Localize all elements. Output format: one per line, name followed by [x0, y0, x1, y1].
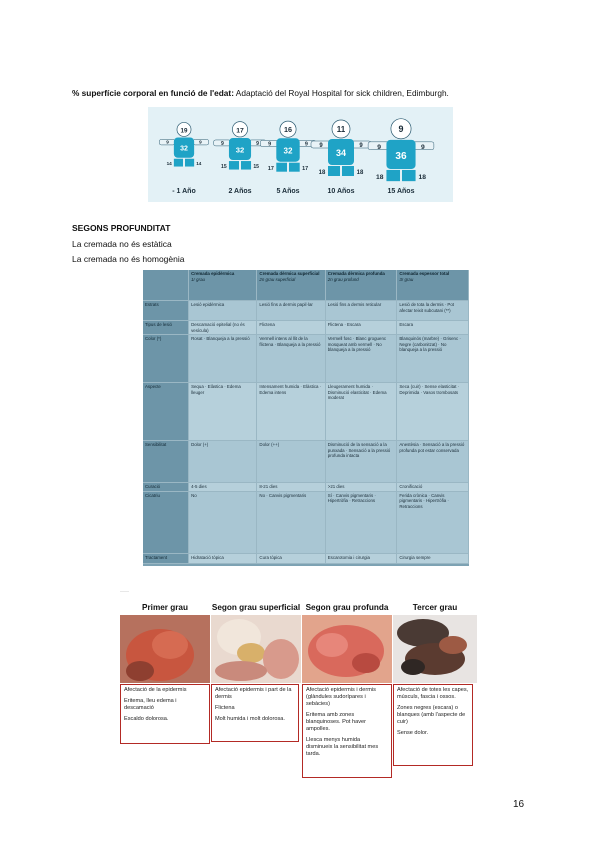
card-2-line-3: Molt humida i molt dolorosa.: [215, 716, 285, 722]
table-cell: Lleugerament humida · Disminució elasticitat · Edema moderat: [325, 383, 397, 441]
header-sub: 1r grau: [191, 276, 205, 282]
arm-right-percent: 9: [421, 143, 425, 151]
table-cell: Sí · Canvis pigmentaris · Hipertròfia · Retraccions: [325, 491, 397, 553]
table-cell: Lesió fins a dermis reticular: [325, 301, 397, 321]
table-row: [143, 491, 469, 553]
first-degree-burn-image: [120, 615, 210, 683]
table-row: [143, 483, 469, 492]
figure-leg-left: [174, 159, 183, 167]
table-cell: Escarotomia i cirurgia: [325, 553, 397, 563]
body-surface-figure: [148, 107, 453, 202]
age-label: 10 Años: [327, 188, 355, 195]
table-row: [143, 335, 469, 383]
leg-left-percent: 18: [375, 173, 384, 181]
card-4-line-2: Zones negres (escara) o blanques (amb l'aspecte de cuir): [397, 705, 466, 725]
section-title: SEGONS PROFUNDITAT: [72, 223, 171, 233]
age-label: 5 Años: [276, 188, 300, 195]
row-label: Cicatriu: [143, 491, 189, 553]
table-cell: No · Canvis pigmentaris: [257, 491, 325, 553]
row-label: Sensibilitat: [143, 441, 189, 483]
table-cell: Cura tòpica: [257, 553, 325, 563]
arm-right-percent: 9: [359, 143, 363, 149]
table-cell: Flictena: [257, 321, 325, 335]
table-cell: Disminució de la sensació a la punxada · Sensació a la pressió profunda intacta: [325, 441, 397, 483]
small-caption: ———: [120, 589, 129, 593]
caption-rest: Adaptació del Royal Hospital for sick children, Edimburgh.: [233, 88, 449, 98]
table-cell: Dolor (++): [257, 441, 325, 483]
age-label: 15 Años: [387, 188, 415, 195]
table-cell: Dolor (+): [189, 441, 257, 483]
row-label: Tractament: [143, 553, 189, 563]
leg-right-percent: 18: [418, 173, 427, 181]
table-header-row: [143, 270, 469, 301]
table-cell: 8-21 dies: [257, 483, 325, 492]
figure-leg-left: [276, 163, 287, 172]
arm-left-percent: 9: [319, 143, 323, 149]
header-sub: 2n grau superficial: [259, 276, 296, 282]
figure-leg-left: [386, 170, 400, 181]
leg-right-percent: 18: [356, 170, 364, 176]
table-cell: Cronificació: [397, 483, 469, 492]
table-cell: Intensament humida · Elàstica · Edema intens: [257, 383, 325, 441]
arm-right-percent: 9: [304, 141, 308, 148]
head-percent: 11: [336, 125, 346, 134]
row-label: Color (*): [143, 335, 189, 383]
table-cell: No: [189, 491, 257, 553]
header-main: Cremada epidèrmica: [191, 271, 235, 276]
table-cell: Lesió epidèrmica: [189, 301, 257, 321]
card-box-3: [302, 684, 392, 778]
table-row: [143, 383, 469, 441]
card-1-line-3: Escaldo dolorosa.: [124, 716, 169, 722]
second-degree-superficial-image: [211, 615, 301, 683]
arm-left-percent: 9: [377, 143, 381, 151]
trunk-percent: 36: [395, 150, 407, 162]
card-title-2: Segon grau superficial: [211, 603, 301, 612]
card-1-line-2: Eritema, lleu edema i descamació: [124, 698, 177, 711]
table-row: [143, 441, 469, 483]
table-header-cell: [189, 270, 257, 301]
header-sub: 2n grau profund: [327, 276, 359, 282]
table-cell: Sequa · Elàstica · Edema lleuger: [189, 383, 257, 441]
card-3-line-3: Llesca menys humida disminueix la sensibilitat mes tarda.: [306, 737, 379, 757]
table-body: [143, 301, 469, 564]
figure-leg-left: [229, 161, 239, 170]
table-cell: Escara: [397, 321, 469, 335]
card-box-4: [393, 684, 473, 766]
arm-left-percent: 9: [268, 141, 272, 148]
card-3-line-1: Afectació epidermis i dermis (glàndules sudorípares i sebàcies): [306, 687, 376, 707]
leg-right-percent: 15: [253, 163, 259, 170]
age-label: 2 Años: [228, 188, 252, 195]
card-4-line-1: Afectació de totes les capes, músculs, fascia i ossos.: [397, 687, 469, 700]
arm-right-percent: 9: [256, 140, 260, 147]
table-header-cell: [325, 270, 397, 301]
row-label: Estrats: [143, 301, 189, 321]
card-box-2: [211, 684, 299, 742]
figure-leg-right: [289, 163, 300, 172]
table-cell: Vermell fosc · Blanc groguenc mosqueat amb vermell · No blanqueja a la pressió: [325, 335, 397, 383]
card-title-1: Primer grau: [142, 603, 188, 612]
trunk-percent: 32: [180, 145, 188, 153]
table-header-cell: [397, 270, 469, 301]
caption-bold: % superfície corporal en funció de l'edat:: [72, 88, 234, 98]
leg-right-percent: 14: [196, 160, 202, 166]
card-1-line-1: Afectació de la epidermis: [124, 687, 187, 693]
head-percent: 17: [236, 127, 244, 135]
table-row: [143, 301, 469, 321]
table-cell: Cirurgia sempre: [397, 553, 469, 563]
row-label: Curació: [143, 483, 189, 492]
card-2-line-2: Flictena: [215, 705, 235, 711]
figure-leg-right: [185, 159, 194, 167]
table-cell: Ferida crònica · Canvis pigmentaris · Hipertròfia · Retraccions: [397, 491, 469, 553]
table-row: [143, 553, 469, 563]
row-label: Aspecte: [143, 383, 189, 441]
leg-left-percent: 15: [221, 163, 227, 170]
table-cell: Flictena · Escara: [325, 321, 397, 335]
section-line-2: La cremada no és homogènia: [72, 254, 185, 264]
figure-caption: [72, 88, 449, 98]
leg-left-percent: 14: [166, 160, 172, 166]
arm-right-percent: 9: [199, 139, 202, 145]
table-cell: Seca (cuir) · Sense elasticitat · Deprimida · Vasos trombosats: [397, 383, 469, 441]
table-cell: Anestèsia · Sensació a la pressió profunda pot estar conservada: [397, 441, 469, 483]
table-cell: Descamació epitelial (no és vesícula): [189, 321, 257, 335]
trunk-percent: 32: [283, 146, 293, 156]
card-title-3: Segon grau profunda: [305, 603, 389, 612]
figure-leg-left: [328, 166, 340, 176]
figure-leg-right: [241, 161, 251, 170]
table-cell: Lesió de tota la dermis · Pot afectar teixit subcutani (**): [397, 301, 469, 321]
section-line-1: La cremada no és estàtica: [72, 239, 172, 249]
table-cell: Blanquinós (marbre) · Grisenc · Negre (carbonitzat) · No blanqueja a la pressió: [397, 335, 469, 383]
head-percent: 9: [398, 123, 404, 134]
table-cell: 4-5 dies: [189, 483, 257, 492]
head-percent: 16: [284, 125, 292, 135]
head-percent: 19: [180, 127, 188, 135]
table-cell: Vermell intens al llit de la flictena · Blanqueja a la pressió: [257, 335, 325, 383]
leg-left-percent: 18: [318, 170, 326, 176]
table-cell: Lesió fins a dermis papil·lar: [257, 301, 325, 321]
table-row: [143, 321, 469, 335]
trunk-percent: 34: [335, 148, 347, 158]
trunk-percent: 32: [235, 145, 245, 155]
leg-right-percent: 17: [302, 165, 309, 172]
card-2-line-1: Afectació epidermis i part de la dermis: [215, 687, 292, 700]
header-main: Cremada espessor total: [399, 271, 450, 276]
figure-leg-right: [342, 166, 354, 176]
header-main: Cremada dèrmica profunda: [327, 271, 385, 276]
age-label: - 1 Año: [172, 188, 196, 195]
table-cell: >21 dies: [325, 483, 397, 492]
card-4-line-3: Sense dolor.: [397, 730, 429, 736]
leg-left-percent: 17: [267, 165, 274, 172]
table-cell: Hidratació tòpica: [189, 553, 257, 563]
second-degree-deep-image: [302, 615, 392, 683]
header-sub: 3r grau: [399, 276, 414, 282]
third-degree-burn-image: [393, 615, 477, 683]
body-surface-svg: [148, 107, 453, 202]
row-label: Tipus de lesió: [143, 321, 189, 335]
card-title-4: Tercer grau: [412, 603, 458, 612]
arm-left-percent: 9: [166, 139, 169, 145]
table-cell: Rosat · Blanqueja a la pressió: [189, 335, 257, 383]
arm-left-percent: 9: [220, 140, 224, 147]
card-box-1: [120, 684, 210, 744]
table-header-cell: [143, 270, 189, 301]
header-main: Cremada dèrmica superficial: [259, 271, 320, 276]
table-header-cell: [257, 270, 325, 301]
figure-leg-right: [402, 170, 416, 181]
page-number: 16: [513, 799, 525, 810]
depth-table: [143, 270, 469, 566]
card-3-line-2: Eritema amb zones blanquinoses. Pot haver ampolles.: [306, 712, 367, 732]
